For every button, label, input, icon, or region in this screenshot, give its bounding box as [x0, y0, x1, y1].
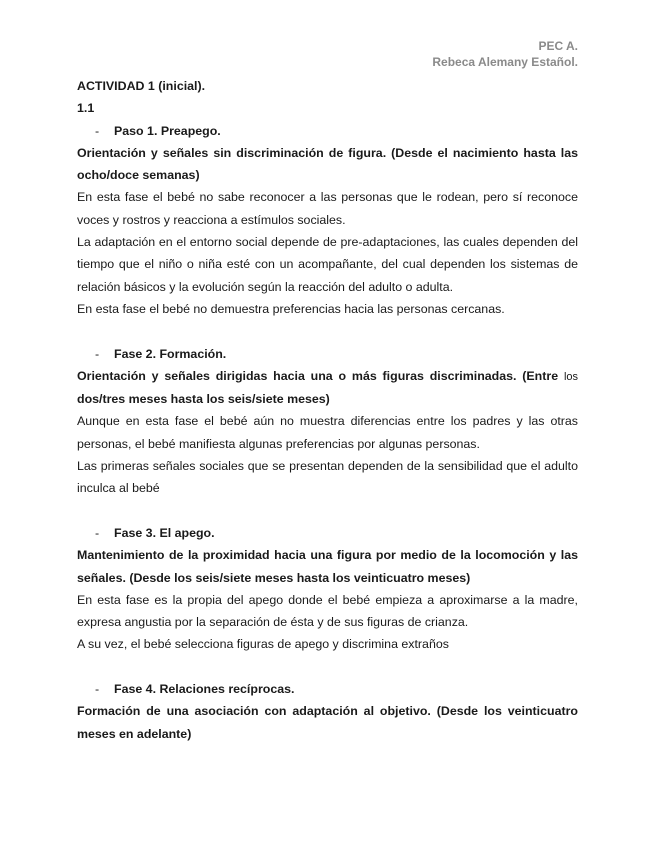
phase-2-paragraph: Aunque en esta fase el bebé aún no muestra diferencias entre los padres y las otras personas, el bebé manifiesta algunas preferencias por algunas personas. — [77, 414, 578, 451]
phase-3-paragraph: En esta fase es la propia del apego donde el bebé empieza a aproximarse a la madre, expresa angustia por la separación de ésta y de sus figuras de crianza. — [77, 592, 578, 630]
bullet-dash: - — [95, 346, 100, 361]
header-line-1: PEC A. — [538, 39, 578, 53]
phase-3-heading — [77, 522, 578, 544]
spacer — [77, 656, 578, 678]
phase-2-label: Fase 2. Formación. — [114, 346, 227, 361]
phase-2-title-small: los — [563, 370, 578, 383]
phase-4-title: Formación de una asociación con adaptación al objetivo. (Desde los veinticuatro meses en adelante) — [77, 704, 578, 741]
phase-1-heading — [77, 120, 578, 142]
phase-1-label: Paso 1. Preapego. — [114, 123, 221, 138]
spacer — [77, 320, 578, 342]
spacer — [77, 500, 578, 522]
phase-2-heading — [77, 343, 578, 365]
phase-2-title-part-1: Orientación y señales dirigidas hacia una o más figuras discriminadas. (Entre — [77, 368, 564, 383]
phase-4-heading — [77, 678, 578, 700]
phase-1-paragraph: La adaptación en el entorno social depende de pre-adaptaciones, las cuales dependen del tiempo que el niño o niña esté con un acompañante, del cual dependen los sistemas de relación básicos y la evolución según la reacción del adulto o adulta. — [77, 235, 578, 294]
phase-2-title — [77, 365, 578, 411]
page-header — [432, 38, 578, 70]
phase-4-label: Fase 4. Relaciones recíprocas. — [114, 682, 295, 697]
document-body — [77, 75, 578, 745]
header-line-2: Rebeca Alemany Estañol. — [432, 55, 578, 69]
bullet-dash: - — [95, 682, 100, 697]
phase-2-title-part-2: dos/tres meses hasta los seis/siete meses) — [77, 392, 330, 407]
activity-title: ACTIVIDAD 1 (inicial). — [77, 79, 206, 93]
phase-3-label: Fase 3. El apego. — [114, 525, 215, 540]
phase-3-title: Mantenimiento de la proximidad hacia una figura por medio de la locomoción y las señales. (Desde los seis/siete meses hasta los veinticuatro meses) — [77, 548, 578, 585]
phase-1-paragraph: En esta fase el bebé no demuestra preferencias hacia las personas cercanas. — [77, 301, 505, 316]
phase-1-paragraph: En esta fase el bebé no sabe reconocer a las personas que le rodean, pero sí reconoce voces y rostros y reacciona a estímulos sociales. — [77, 190, 578, 227]
bullet-dash: - — [95, 525, 100, 540]
bullet-dash: - — [95, 123, 100, 138]
phase-3-paragraph: A su vez, el bebé selecciona figuras de apego y discrimina extraños — [77, 637, 449, 652]
phase-1-title: Orientación y señales sin discriminación de figura. (Desde el nacimiento hasta las ocho/doce semanas) — [77, 145, 578, 183]
phase-2-paragraph: Las primeras señales sociales que se presentan dependen de la sensibilidad que el adulto inculca al bebé — [77, 459, 578, 496]
section-number: 1.1 — [77, 101, 95, 116]
